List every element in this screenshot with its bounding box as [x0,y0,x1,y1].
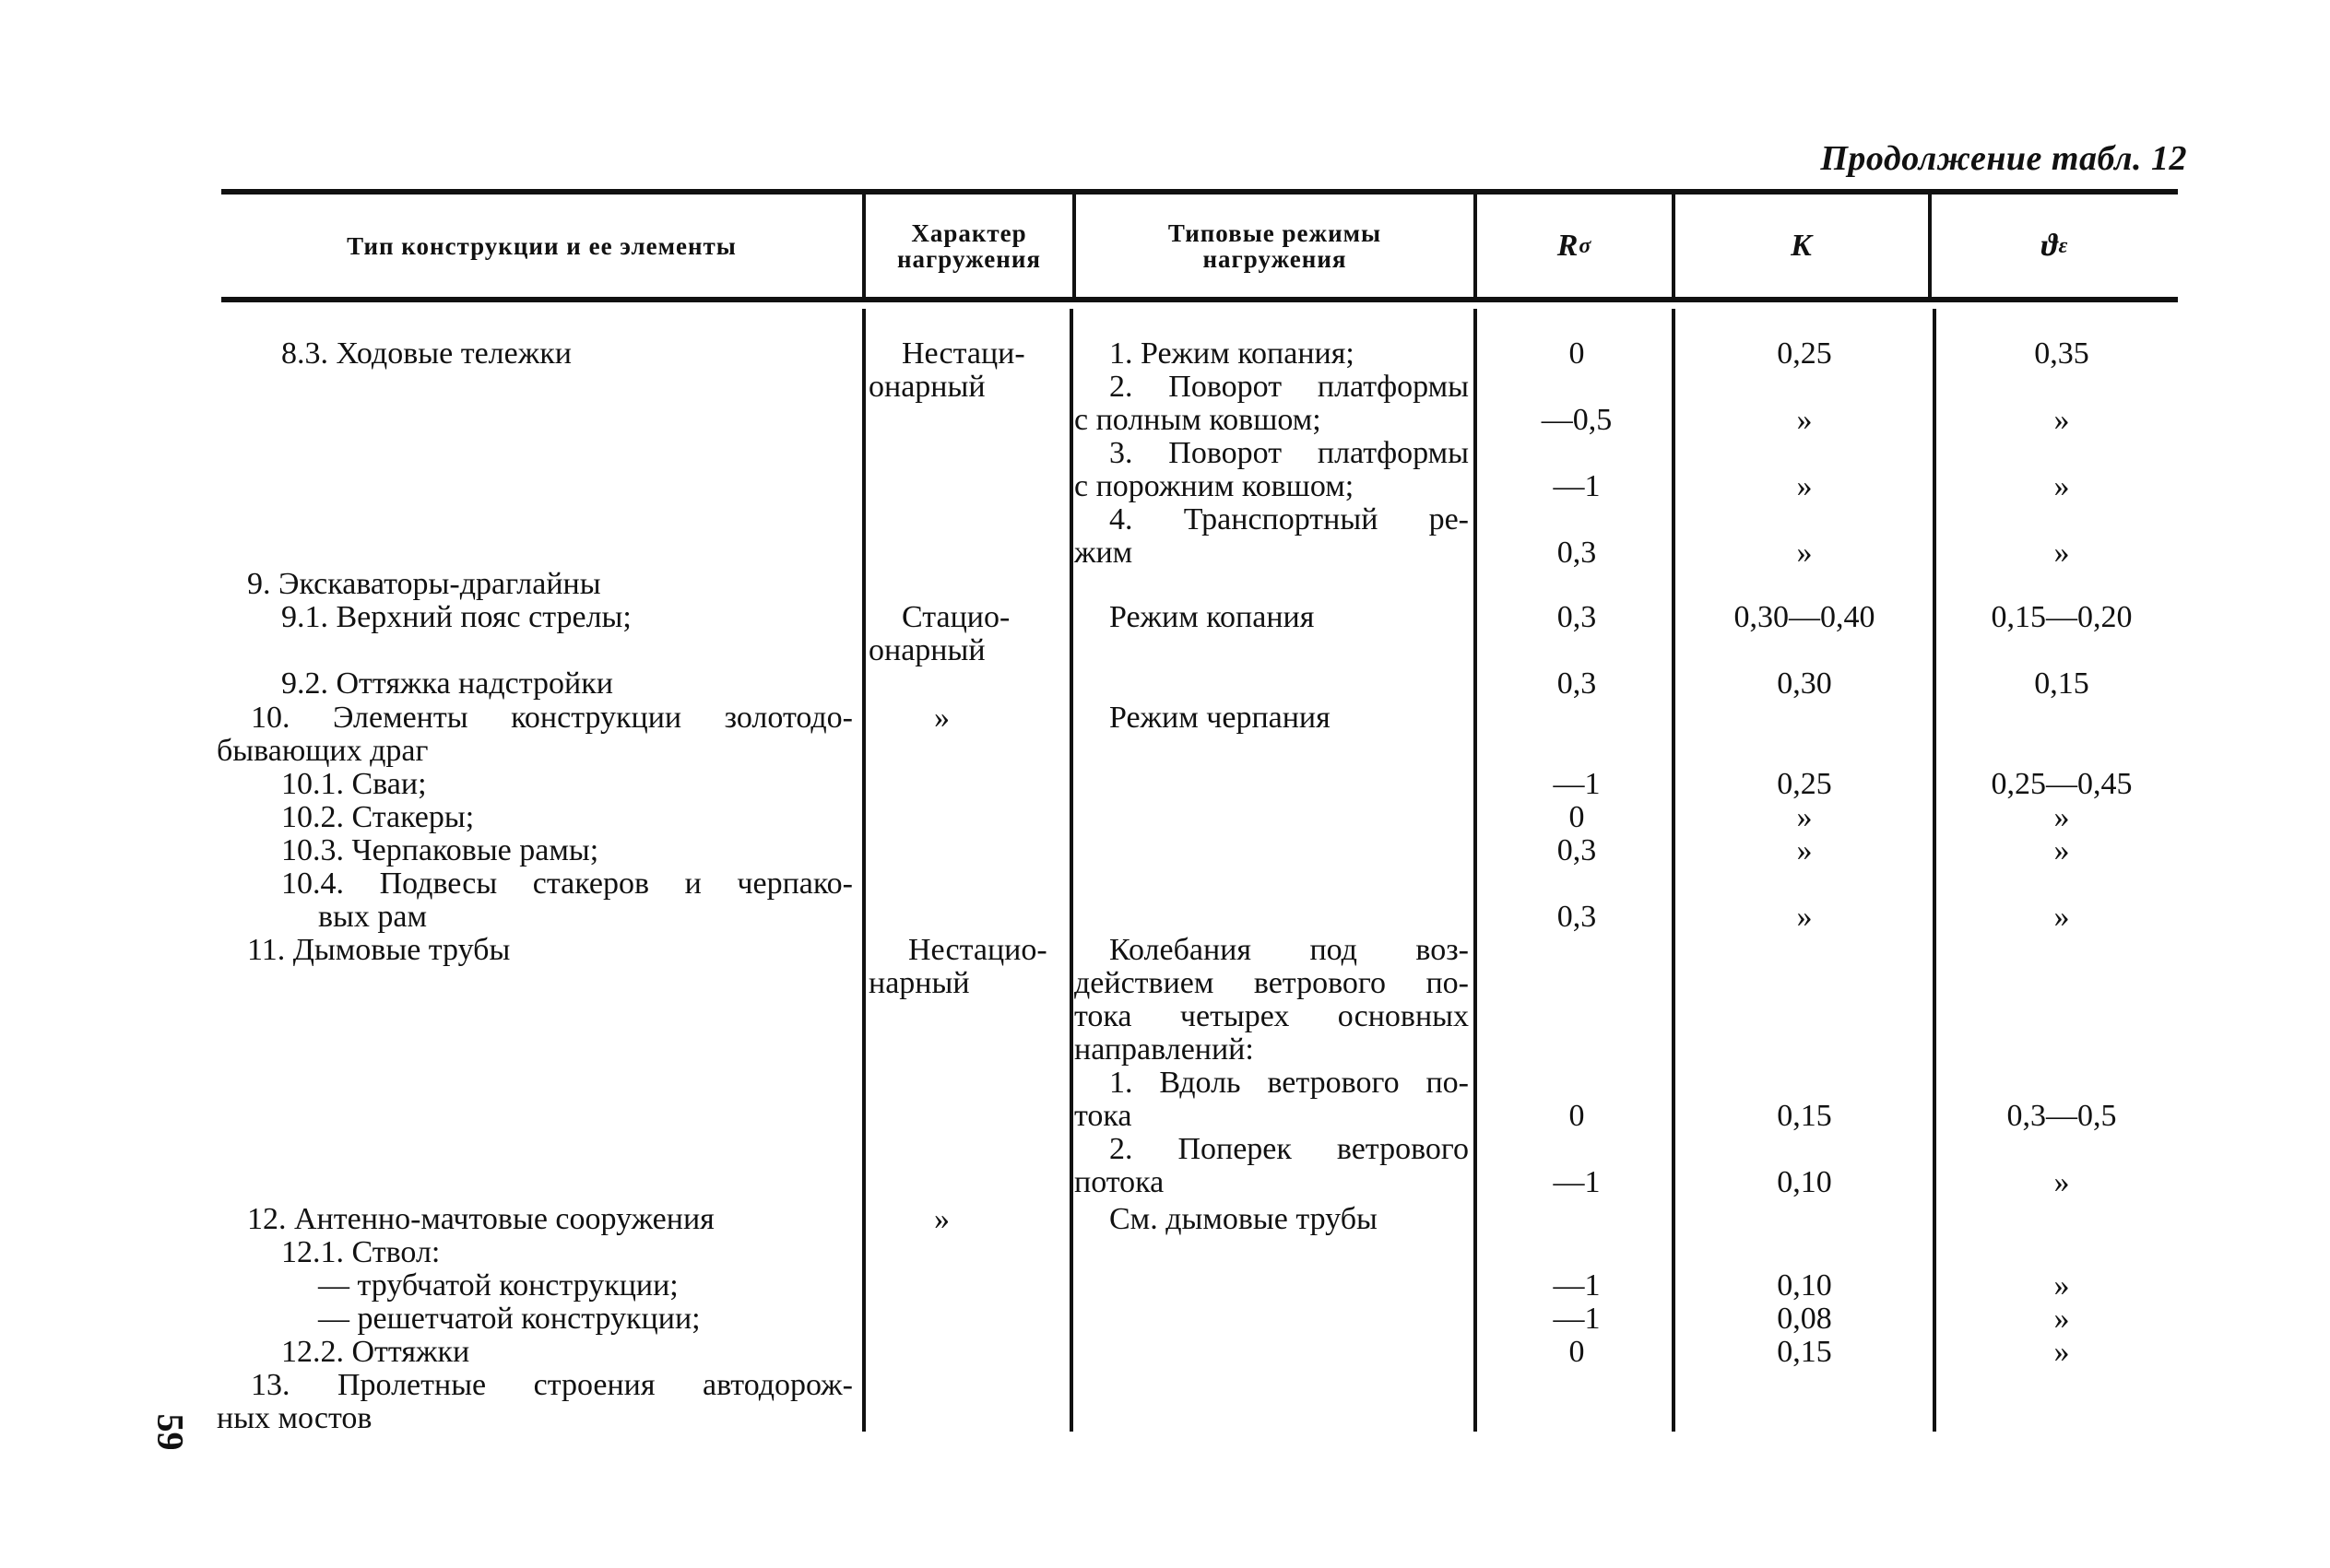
k-value: 0,08 [1777,1302,1832,1336]
body-divider [862,309,866,1432]
load-mode: направлений: [1074,1032,1254,1067]
header-modes [1076,195,1473,297]
row-label: 9. Экскаваторы-драглайны [247,567,601,601]
theta-value: » [2053,403,2070,437]
r-sigma-value: —1 [1553,469,1601,503]
load-mode: 3. Поворот платформы [1109,436,1469,470]
row-label: 12.2. Оттяжки [281,1335,470,1369]
header-character-line1: Характер [911,218,1027,247]
page-number: 59 [149,1413,192,1451]
row-label: 10.4. Подвесы стакеров и черпако- [281,867,853,901]
load-mode: тока четырех основных [1074,999,1469,1033]
header-rule [221,297,2178,302]
row-label: 8.3. Ходовые тележки [281,336,572,371]
body-divider [1473,309,1477,1432]
theta-value: » [2053,1268,2070,1303]
header-type [221,195,862,297]
k-value: 0,25 [1777,767,1832,801]
header-k-symbol: K [1791,228,1813,263]
load-mode: потока [1074,1165,1165,1199]
header-modes-line1: Типовые режимы [1167,218,1382,247]
row-label: 11. Дымовые трубы [247,933,511,967]
theta-value: 0,15—0,20 [1991,600,2133,634]
header-r-sigma [1477,195,1672,297]
load-character: Стацио- [902,600,1011,634]
body-divider [1672,309,1675,1432]
load-character: Нестаци- [902,336,1025,371]
theta-value: » [2053,800,2070,834]
header-theta [1932,195,2178,297]
load-mode: тока [1074,1099,1132,1133]
r-sigma-value: 0,3 [1556,666,1597,701]
r-sigma-value: 0,3 [1556,536,1597,570]
load-mode: 1. Вдоль ветрового по- [1109,1066,1469,1100]
r-sigma-value: 0,3 [1556,833,1597,867]
theta-value: 0,35 [2034,336,2089,371]
k-value: 0,10 [1777,1165,1832,1199]
row-label: 10.3. Черпаковые рамы; [281,833,599,867]
load-mode: См. дымовые трубы [1109,1202,1378,1236]
r-sigma-value: 0 [1568,800,1585,834]
k-value: 0,30—0,40 [1733,600,1875,634]
header-r-subscript: σ [1579,233,1592,258]
k-value: 0,30 [1777,666,1832,701]
theta-value: » [2053,900,2070,934]
theta-value: 0,15 [2034,666,2089,701]
k-value: » [1796,536,1813,570]
theta-value: » [2053,469,2070,503]
r-sigma-value: 0 [1568,1099,1585,1133]
header-k [1675,195,1928,297]
row-label: 10. Элементы конструкции золотодо- [251,701,853,735]
load-mode: Режим черпания [1109,701,1331,735]
r-sigma-value: —1 [1553,1268,1601,1303]
load-mode: с полным ковшом; [1074,403,1321,437]
theta-value: » [2053,833,2070,867]
r-sigma-value: —1 [1553,1165,1601,1199]
theta-value: » [2053,1302,2070,1336]
load-character: » [934,1202,950,1236]
header-character-line2: нагружения [896,244,1042,273]
row-label: — решетчатой конструкции; [318,1302,701,1336]
r-sigma-value: 0,3 [1556,900,1597,934]
load-mode: 2. Поперек ветрового [1109,1132,1469,1166]
k-value: » [1796,469,1813,503]
row-label: 13. Пролетные строения автодорож- [251,1368,853,1402]
load-mode: 4. Транспортный ре- [1109,502,1469,536]
load-mode: жим [1074,536,1133,570]
theta-value: » [2053,1165,2070,1199]
body-divider [1070,309,1073,1432]
k-value: » [1796,900,1813,934]
load-mode: действием ветрового по- [1074,966,1469,1000]
row-label: — трубчатой конструкции; [318,1268,679,1303]
body-divider [1933,309,1936,1432]
header-character [866,195,1072,297]
row-label: вых рам [318,900,428,934]
row-label: 9.2. Оттяжка надстройки [281,666,613,701]
r-sigma-value: —1 [1553,1302,1601,1336]
k-value: » [1796,800,1813,834]
load-mode: 2. Поворот платформы [1109,370,1469,404]
load-character: онарный [869,633,986,667]
k-value: 0,25 [1777,336,1832,371]
theta-value: » [2053,1335,2070,1369]
row-label: бывающих драг [217,734,429,768]
load-mode: с порожним ковшом; [1074,469,1354,503]
r-sigma-value: 0,3 [1556,600,1597,634]
k-value: » [1796,833,1813,867]
load-character: онарный [869,370,986,404]
r-sigma-value: —0,5 [1541,403,1613,437]
header-theta-subscript: ε [2058,233,2069,258]
k-value: » [1796,403,1813,437]
row-label: ных мостов [217,1401,373,1435]
row-label: 9.1. Верхний пояс стрелы; [281,600,632,634]
k-value: 0,10 [1777,1268,1832,1303]
load-character: » [934,701,950,735]
load-character: Нестацио- [908,933,1047,967]
load-mode: Режим копания [1109,600,1315,634]
theta-value: » [2053,536,2070,570]
load-mode: Колебания под воз- [1109,933,1469,967]
header-theta-symbol: ϑ [2040,228,2059,263]
row-label: 10.1. Сваи; [281,767,427,801]
header-modes-line2: нагружения [1202,244,1347,273]
table-caption: Продолжение табл. 12 [1820,139,2187,178]
k-value: 0,15 [1777,1335,1832,1369]
header-r-symbol: R [1556,228,1579,263]
load-mode: 1. Режим копания; [1109,336,1354,371]
theta-value: 0,3—0,5 [2006,1099,2117,1133]
row-label: 12.1. Ствол: [281,1235,441,1269]
k-value: 0,15 [1777,1099,1832,1133]
row-label: 12. Антенно-мачтовые сооружения [247,1202,715,1236]
theta-value: 0,25—0,45 [1991,767,2133,801]
load-character: нарный [869,966,970,1000]
header-type-text: Тип конструкции и ее элементы [347,231,737,260]
r-sigma-value: 0 [1568,1335,1585,1369]
r-sigma-value: —1 [1553,767,1601,801]
r-sigma-value: 0 [1568,336,1585,371]
row-label: 10.2. Стакеры; [281,800,475,834]
